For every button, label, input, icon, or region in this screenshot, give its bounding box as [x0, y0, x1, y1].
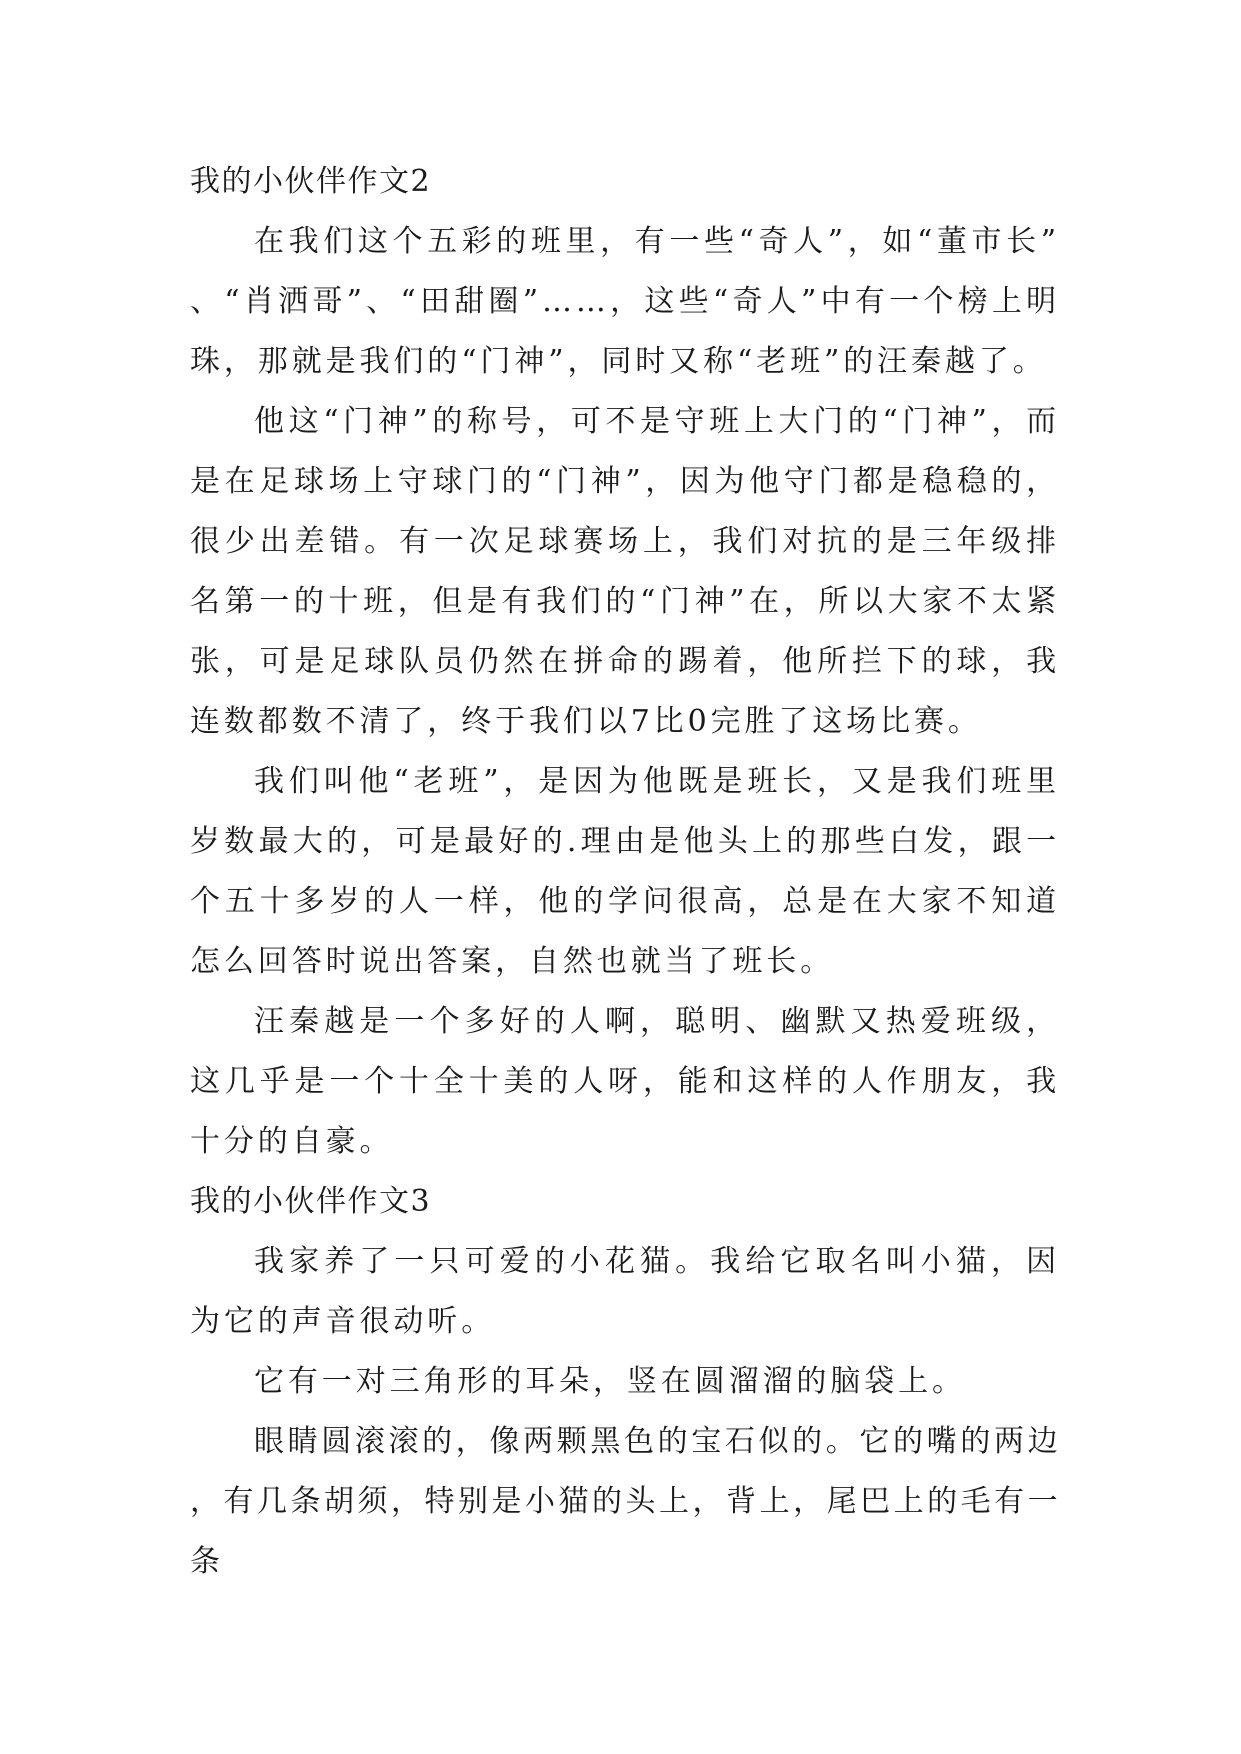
section-title: 我的小伙伴作文2 — [190, 164, 432, 199]
paragraph: 我家养了一只可爱的小花猫。我给它取名叫小猫，因为它的声音很动听。 — [190, 1244, 1060, 1339]
document-body — [190, 152, 1060, 1592]
paragraph: 它有一对三角形的耳朵，竖在圆溜溜的脑袋上。 — [254, 1364, 966, 1399]
paragraph: 汪秦越是一个多好的人啊，聪明、幽默又热爱班级，这几乎是一个十全十美的人呀，能和这样的人作朋友，我十分的自豪。 — [190, 1004, 1060, 1159]
section-title: 我的小伙伴作文3 — [190, 1184, 432, 1219]
paragraph: 在我们这个五彩的班里，有一些“奇人”，如“董市长”、“肖洒哥”、“田甜圈”……，这些“奇人”中有一个榜上明珠，那就是我们的“门神”，同时又称“老班”的汪秦越了。 — [190, 224, 1060, 379]
paragraph: 眼睛圆滚滚的，像两颗黑色的宝石似的。它的嘴的两边，有几条胡须，特别是小猫的头上，背上，尾巴上的毛有一条 — [190, 1424, 1060, 1579]
paragraph: 我们叫他“老班”，是因为他既是班长，又是我们班里岁数最大的，可是最好的.理由是他头上的那些白发，跟一个五十多岁的人一样，他的学问很高，总是在大家不知道怎么回答时说出答案，自然也就当了班长。 — [190, 764, 1060, 979]
paragraph: 他这“门神”的称号，可不是守班上大门的“门神”，而是在足球场上守球门的“门神”，因为他守门都是稳稳的，很少出差错。有一次足球赛场上，我们对抗的是三年级排名第一的十班，但是有我们的“门神”在，所以大家不太紧张，可是足球队员仍然在拼命的踢着，他所拦下的球，我连数都数不清了，终于我们以7比0完胜了这场比赛。 — [190, 404, 1060, 739]
